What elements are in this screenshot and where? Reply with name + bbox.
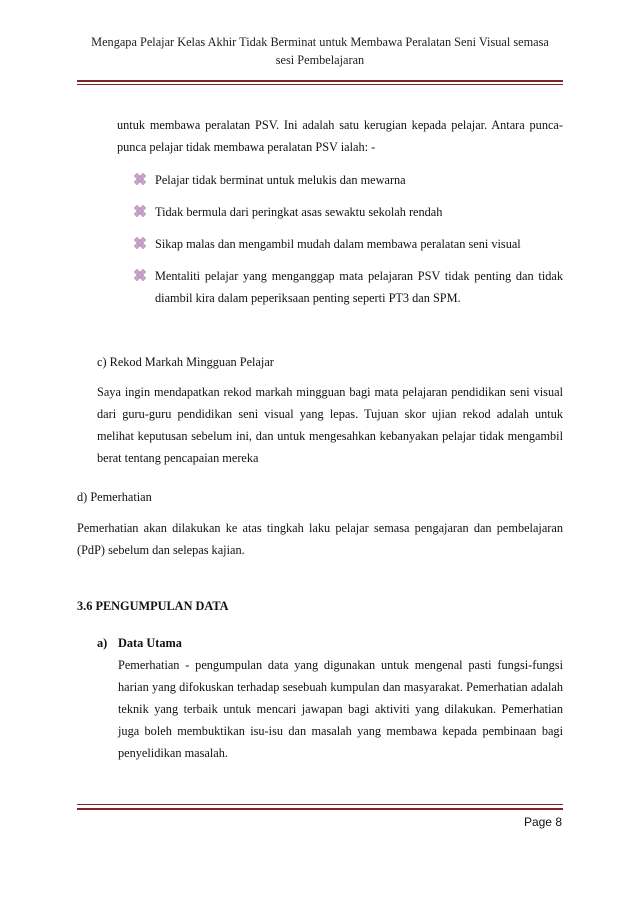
- header-title-line2: sesi Pembelajaran: [275, 53, 365, 67]
- list-item: [133, 265, 563, 309]
- page-header: [70, 33, 570, 69]
- bullet-text: Sikap malas dan mengambil mudah dalam membawa peralatan seni visual: [155, 237, 521, 251]
- header-rule-thick: [77, 80, 563, 82]
- section-d-body: Pemerhatian akan dilakukan ke atas tingkah laku pelajar semasa pengajaran dan pembelajaran (PdP) sebelum dan selepas kajian.: [77, 521, 563, 557]
- bullet-text: Mentaliti pelajar yang menganggap mata pelajaran PSV tidak penting dan tidak diambil kira dalam peperiksaan penting seperti PT3 dan SPM.: [155, 269, 563, 305]
- section-3-6-heading: 3.6 PENGUMPULAN DATA: [77, 599, 229, 613]
- page-number: Page 8: [523, 815, 562, 829]
- footer-rule-thick: [77, 808, 563, 810]
- intro-paragraph: untuk membawa peralatan PSV. Ini adalah satu kerugian kepada pelajar. Antara punca-punca pelajar tidak membawa peralatan PSV ialah: -: [117, 118, 563, 154]
- header-title-line1: Mengapa Pelajar Kelas Akhir Tidak Berminat untuk Membawa Peralatan Seni Visual semasa: [91, 35, 549, 49]
- diamond-bullet-icon: [133, 237, 147, 249]
- bullet-text: Pelajar tidak berminat untuk melukis dan mewarna: [155, 173, 406, 187]
- diamond-bullet-icon: [133, 173, 147, 185]
- header-rule-thin: [77, 84, 563, 85]
- diamond-bullet-icon: [133, 269, 147, 281]
- subsection-a-title: Data Utama: [118, 636, 182, 650]
- footer-rule-thin: [77, 804, 563, 805]
- causes-list: [133, 169, 563, 309]
- list-item: [133, 233, 563, 255]
- list-item: [133, 201, 563, 223]
- section-c-heading: c) Rekod Markah Mingguan Pelajar: [97, 355, 274, 369]
- subsection-a-heading: [97, 633, 182, 653]
- subsection-a-number: a): [97, 636, 108, 650]
- section-c-body: Saya ingin mendapatkan rekod markah mingguan bagi mata pelajaran pendidikan seni visual dari guru-guru pendidikan seni visual yang lepas. Tujuan skor ujian rekod adalah untuk melihat keputusan sebelum ini, dan untuk mengesahkan kebanyakan pelajar tidak mengambil berat tentang pencapaian mereka: [97, 385, 563, 465]
- section-d-heading: d) Pemerhatian: [77, 490, 152, 504]
- list-item: [133, 169, 563, 191]
- subsection-a-body: Pemerhatian - pengumpulan data yang digunakan untuk mengenal pasti fungsi-fungsi harian yang difokuskan terhadap sesebuah kumpulan dan masyarakat. Pemerhatian adalah teknik yang terbaik untuk mencari jawapan bagi aktiviti yang dilakukan. Pemerhatian juga boleh membuktikan isu-isu dan masalah yang membawa kepada pembinaan bagi penyelidikan masalah.: [118, 658, 563, 760]
- bullet-text: Tidak bermula dari peringkat asas sewaktu sekolah rendah: [155, 205, 443, 219]
- diamond-bullet-icon: [133, 205, 147, 217]
